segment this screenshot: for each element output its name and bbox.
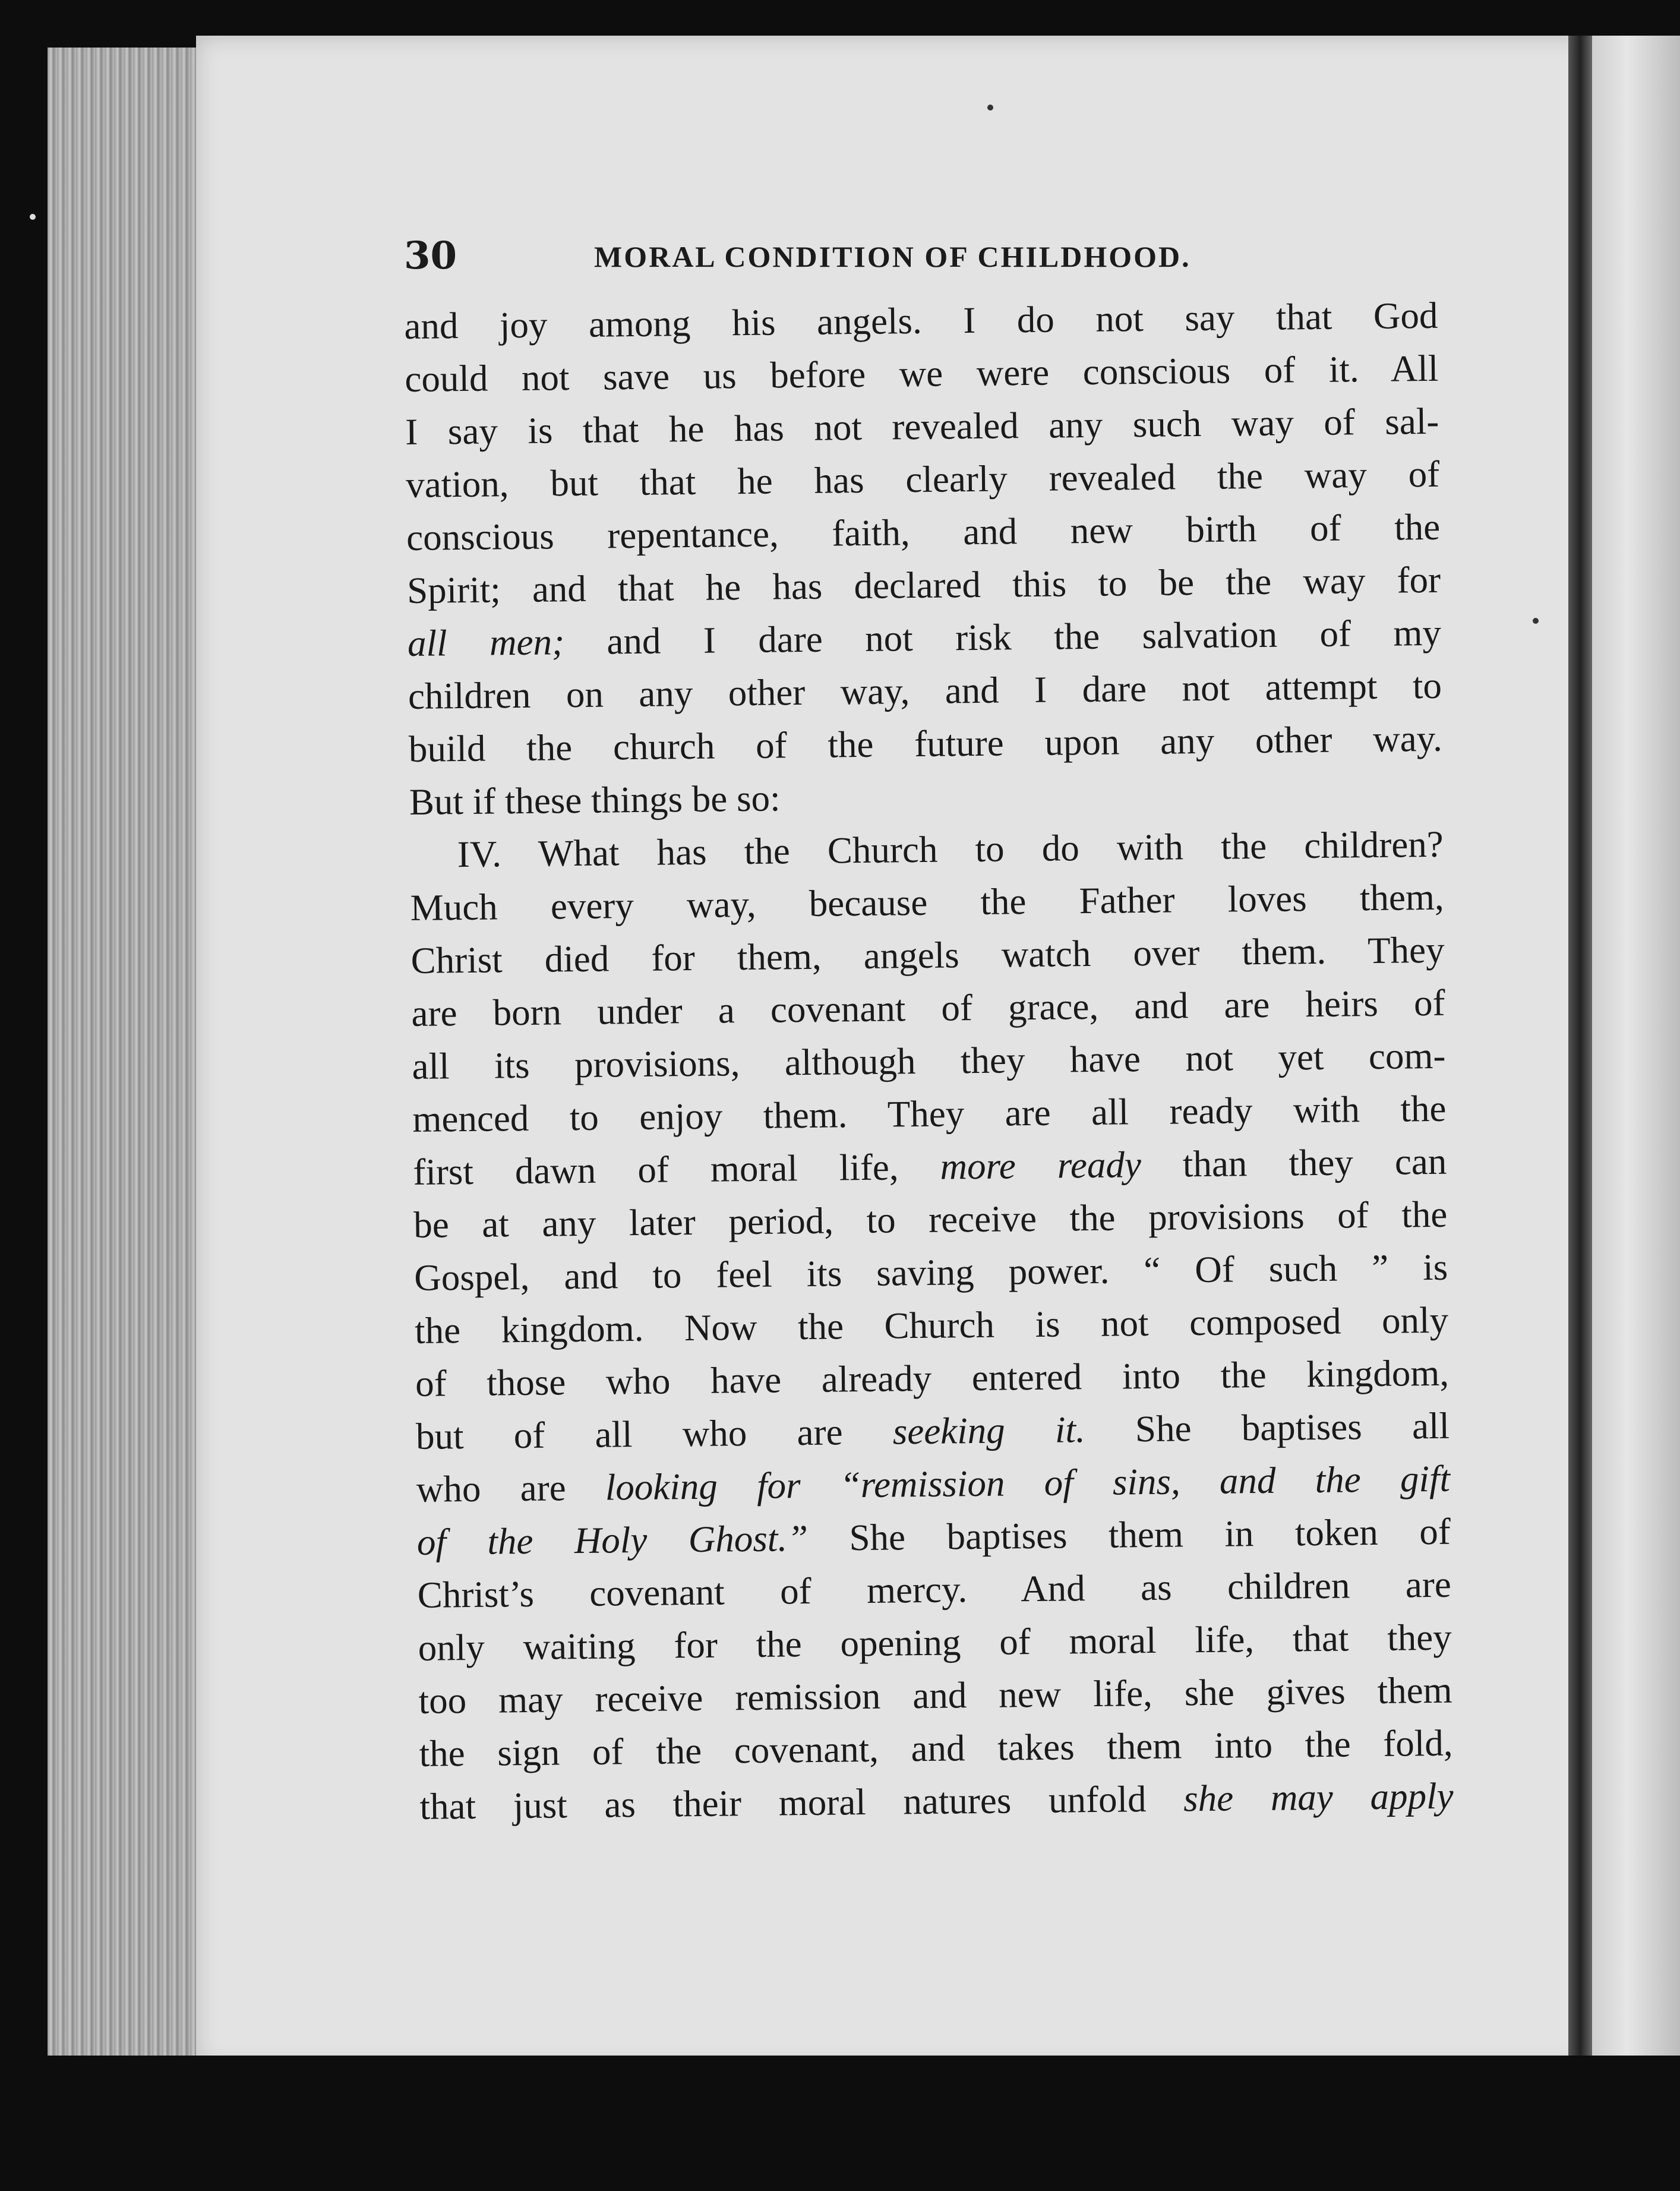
facing-page-edge [1592,36,1680,2067]
text-segment: vation, but that he has clearly revealed the way of [405,453,1440,506]
italic-segment: more ready [940,1144,1142,1188]
binding-gutter [1568,36,1592,2067]
text-line [408,712,1442,776]
bottom-margin-shadow [48,2056,1680,2191]
running-header [404,229,1248,288]
text-segment: but of all who are [415,1410,893,1457]
page-number: 30 [404,233,457,278]
text-segment: Much every way, because the Father loves them, [410,876,1444,929]
ink-speck [987,105,993,111]
running-title: MORAL CONDITION OF CHILDHOOD. [594,240,1191,273]
text-segment: the kingdom. Now the Church is not composed only [414,1299,1449,1352]
italic-segment: all men; [407,621,565,664]
text-segment: menced to enjoy them. They are all ready with the [412,1087,1447,1140]
text-segment: IV. What has the Church to do with the children? [457,823,1444,876]
text-segment: and I dare not risk the salvation of my [564,611,1442,663]
text-segment: She baptises all [1085,1404,1450,1451]
text-segment: that just as their moral natures unfold [419,1778,1184,1827]
text-segment: Christ died for them, angels watch over them. They [410,929,1445,981]
text-segment: of those who have already entered into the kingdom, [415,1352,1450,1404]
ink-speck [1533,618,1539,624]
text-segment: I say is that he has not revealed any such way of sal- [405,400,1439,453]
italic-segment: of the Holy Ghost.” [416,1517,809,1563]
body-text [404,289,1454,1833]
text-segment: who are [416,1466,606,1510]
text-segment: children on any other way, and I dare not attempt to [408,664,1442,717]
text-segment: are born under a covenant of grace, and are heirs of [411,981,1445,1034]
margin-speck [30,214,36,220]
text-segment: She baptises them in token of [807,1510,1451,1559]
text-segment: than they can [1141,1140,1447,1186]
text-segment: Gospel, and to feel its saving power. “ Of such ” is [413,1246,1448,1299]
italic-segment: seeking it. [892,1409,1086,1453]
text-segment: too may receive remission and new life, she gives them [418,1669,1452,1722]
text-segment: all its provisions, although they have not yet com- [412,1034,1446,1087]
italic-segment: she may apply [1183,1775,1454,1820]
text-segment: Spirit; and that he has declared this to be the way for [406,558,1441,611]
text-segment: and joy among his angels. I do not say that God [404,294,1438,347]
text-segment: first dawn of moral life, [413,1145,940,1193]
text-segment: conscious repentance, faith, and new birth of the [406,506,1441,558]
text-segment: But if these things be so: [409,777,781,823]
text-segment: could not save us before we were conscious of it. All [405,347,1439,400]
italic-segment: looking for “remission of sins, and the gift [605,1457,1451,1508]
text-segment: build the church of the future upon any other way. [408,717,1443,770]
text-segment: only waiting for the opening of moral life, that they [418,1616,1452,1669]
text-segment: the sign of the covenant, and takes them into the fold, [419,1722,1453,1775]
text-segment: Christ’s covenant of mercy. And as children are [417,1563,1452,1616]
text-segment: be at any later period, to receive the provisions of the [413,1193,1448,1246]
text-line [419,1770,1454,1833]
